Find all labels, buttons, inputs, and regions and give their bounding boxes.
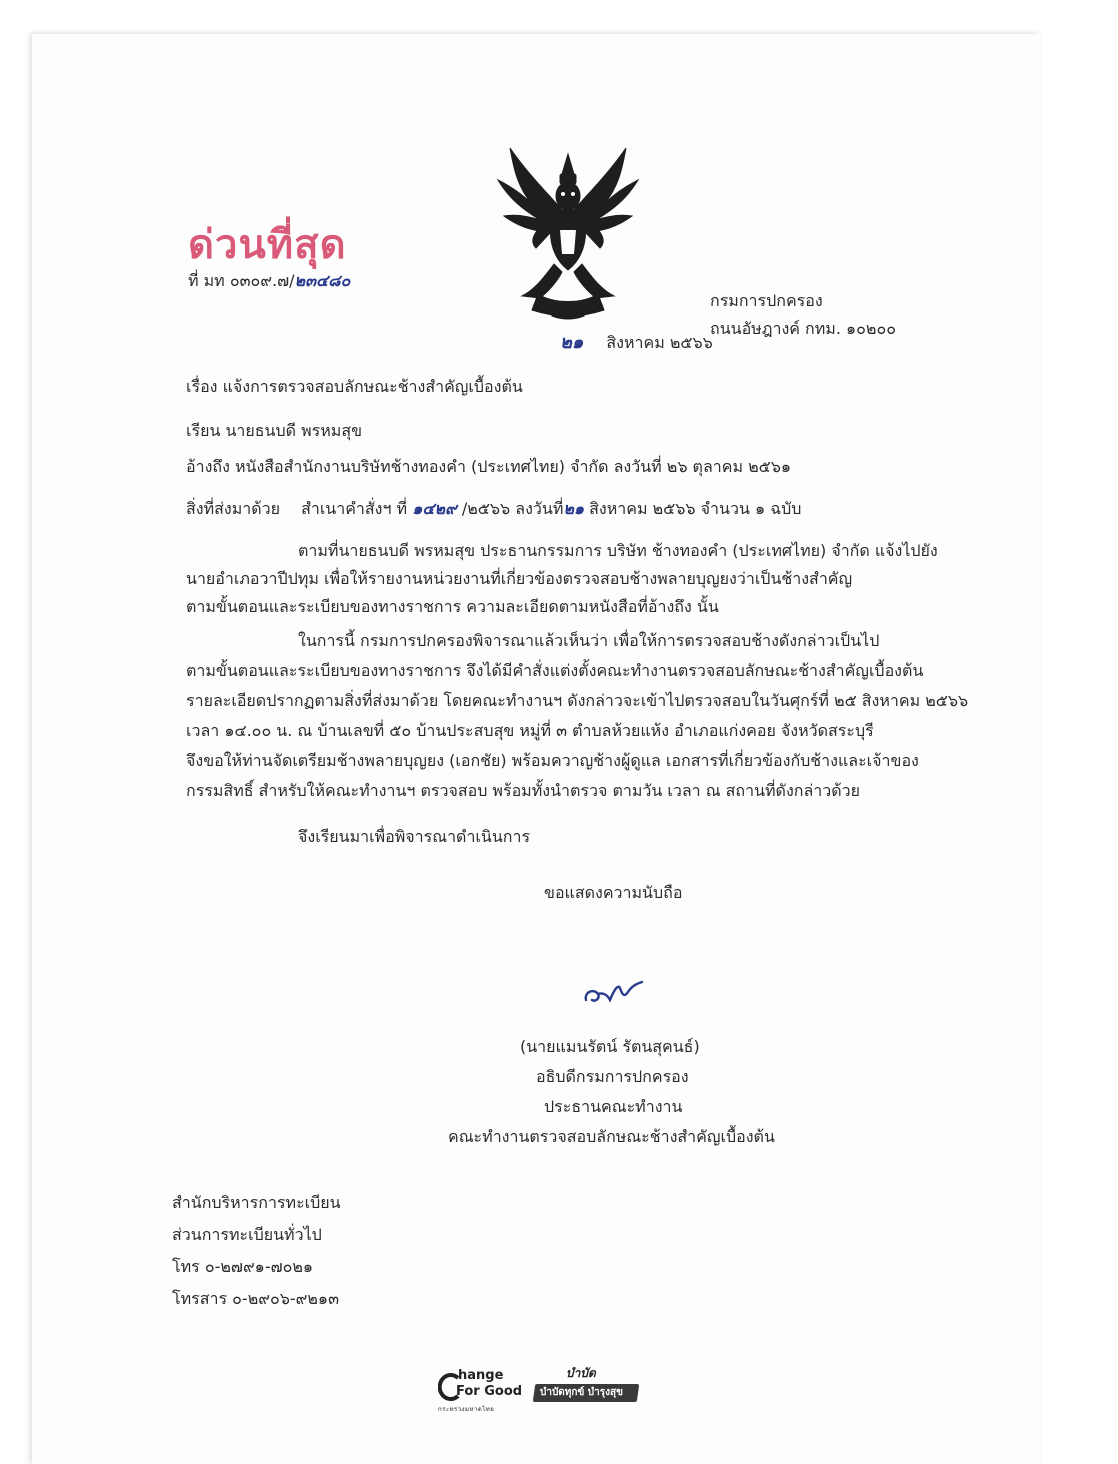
change-logo-text-1: hange [458,1368,504,1383]
document-number-handwritten: ๒๓๔๘๐ [294,271,351,290]
paragraph-2-line-1: ในการนี้ กรมการปกครองพิจารณาแล้วเห็นว่า เพื่อให้การตรวจสอบช้างดังกล่าวเป็นไป [298,631,880,650]
change-logo-subtext: กระทรวงมหาดไทย [438,1406,495,1413]
sender-org: กรมการปกครอง [710,291,823,310]
enclosure-text-b: /๒๕๖๖ ลงวันที่ [461,499,564,518]
enclosure-text-a: สำเนาคำสั่งฯ ที่ [301,499,408,518]
letter-date [560,332,713,354]
paragraph-2-line-6: กรรมสิทธิ์ สำหรับให้คณะทำงานฯ ตรวจสอบ พร้อมทั้งนำตรวจ ตามวัน เวลา ณ สถานที่ดังกล่าวด้วย [186,781,860,800]
signatory-position-2: ประธานคณะทำงาน [544,1097,683,1116]
enclosure-label: สิ่งที่ส่งมาด้วย [186,499,280,518]
bamad-logo-bottom-text: บำบัดทุกข์ บำรุงสุข [540,1387,623,1398]
subject-line: เรื่อง แจ้งการตรวจสอบลักษณะช้างสำคัญเบื้องต้น [186,377,523,396]
closing-salutation: ขอแสดงความนับถือ [544,883,683,902]
signatory-position-1: อธิบดีกรมการปกครอง [536,1067,689,1086]
letter-paper [32,34,1040,1464]
signature-mark [580,970,650,1010]
signatory-name: (นายแมนรัตน์ รัตนสุคนธ์) [520,1037,700,1056]
change-logo-text-2: For Good [456,1384,523,1399]
date-day-handwritten: ๒๑ [560,332,584,353]
footer-office-line-1: สำนักบริหารการทะเบียน [172,1193,341,1212]
urgency-stamp: ด่วนที่สุด [188,222,347,268]
reference-line: อ้างถึง หนังสือสำนักงานบริษัทช้างทองคำ (ประเทศไทย) จำกัด ลงวันที่ ๒๖ ตุลาคม ๒๕๖๑ [186,457,792,476]
paragraph-2-line-3: รายละเอียดปรากฏตามสิ่งที่ส่งมาด้วย โดยคณะทำงานฯ ดังกล่าวจะเข้าไปตรวจสอบในวันศุกร์ที่ ๒๕ สิงหาคม ๒๕๖๖ [186,691,969,710]
paragraph-2-line-2: ตามขั้นตอนและระเบียบของทางราชการ จึงได้มีคำสั่งแต่งตั้งคณะทำงานตรวจสอบลักษณะช้างสำคัญเบื้องต้น [186,661,924,680]
paragraph-2-line-5: จึงขอให้ท่านจัดเตรียมช้างพลายบุญยง (เอกชัย) พร้อมควาญช้างผู้ดูแล เอกสารที่เกี่ยวข้องกับช้างและเจ้าของ [186,751,919,770]
sender-address: ถนนอัษฎางค์ กทม. ๑๐๒๐๐ [710,319,896,338]
paragraph-2-line-4: เวลา ๑๔.๐๐ น. ณ บ้านเลขที่ ๕๐ บ้านประสบสุข หมู่ที่ ๓ ตำบลห้วยแห้ง อำเภอแก่งคอย จังหวัดสระบุรี [186,721,874,740]
document-number-prefix: ที่ มท ๐๓๐๙.๗/ [188,271,295,290]
bamad-logo-top-text: บำบัด [566,1366,596,1380]
paragraph-3: จึงเรียนมาเพื่อพิจารณาดำเนินการ [298,827,531,846]
document-number [188,270,350,292]
enclosure-line [186,498,801,520]
bamad-logo [534,1364,644,1412]
paragraph-1-line-2: นายอำเภอวาปีปทุม เพื่อให้รายงานหน่วยงานที่เกี่ยวข้องตรวจสอบช้างพลายบุญยงว่าเป็นช้างสำคัญ [186,569,853,588]
paragraph-1-line-1: ตามที่นายธนบดี พรหมสุข ประธานกรรมการ บริษัท ช้างทองคำ (ประเทศไทย) จำกัด แจ้งไปยัง [298,541,938,560]
footer-office-line-2: ส่วนการทะเบียนทั่วไป [172,1225,322,1244]
paragraph-1-line-3: ตามขั้นตอนและระเบียบของทางราชการ ความละเอียดตามหนังสือที่อ้างถึง นั้น [186,597,719,616]
garuda-emblem-icon [488,144,648,320]
change-for-good-logo [438,1368,538,1416]
recipient-line: เรียน นายธนบดี พรหมสุข [186,421,363,440]
enclosure-day: ๒๑ [563,499,585,518]
date-month-year: สิงหาคม ๒๕๖๖ [606,333,713,352]
footer-phone: โทร ๐-๒๗๙๑-๗๐๒๑ [172,1257,314,1276]
enclosure-text-c: สิงหาคม ๒๕๖๖ จำนวน ๑ ฉบับ [589,499,802,518]
footer-fax: โทรสาร ๐-๒๙๐๖-๙๒๑๓ [172,1289,340,1308]
enclosure-order-number: ๑๔๒๙ [412,499,457,518]
signatory-position-3: คณะทำงานตรวจสอบลักษณะช้างสำคัญเบื้องต้น [448,1127,775,1146]
